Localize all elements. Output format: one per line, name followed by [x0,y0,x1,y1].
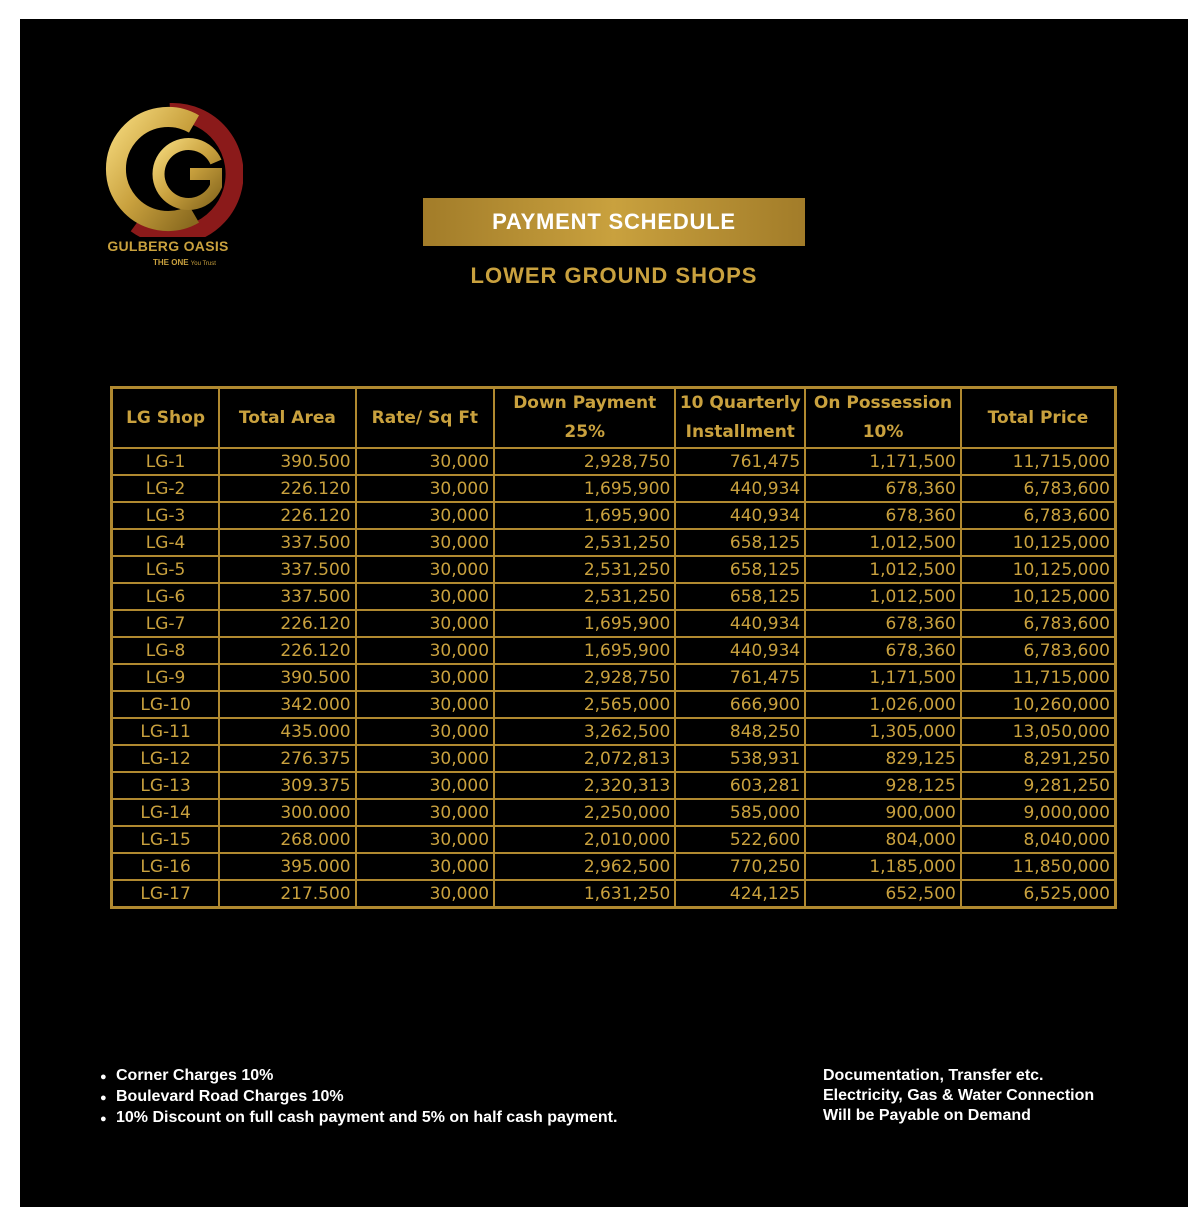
table-cell: 440,934 [675,502,805,529]
header-text: 10 Quarterly [679,393,801,413]
table-cell: 678,360 [805,475,961,502]
table-cell: LG-16 [112,853,220,880]
table-row [112,718,1116,745]
table-row [112,637,1116,664]
header-row [112,388,1116,449]
table-cell: 678,360 [805,610,961,637]
table-cell: 678,360 [805,637,961,664]
header-total-area [219,388,356,449]
table-row [112,826,1116,853]
table-cell: 3,262,500 [494,718,675,745]
table-cell: 1,171,500 [805,448,961,475]
note-line: Electricity, Gas & Water Connection [823,1087,1095,1104]
note-text: Boulevard Road Charges 10% [116,1088,344,1105]
table-cell: LG-10 [112,691,220,718]
table-cell: LG-7 [112,610,220,637]
page-subtitle: LOWER GROUND SHOPS [470,263,758,288]
table-cell: 1,695,900 [494,475,675,502]
payment-schedule-table [110,386,1117,909]
table-cell: 770,250 [675,853,805,880]
table-cell: 6,783,600 [961,475,1116,502]
brand-tagline-main: THE ONE [153,258,189,267]
header-text: 25% [564,422,606,442]
table-cell: 13,050,000 [961,718,1116,745]
table-cell: 1,012,500 [805,583,961,610]
notes-left [100,1066,617,1129]
table-cell: 435.000 [219,718,356,745]
table-cell: 30,000 [356,502,494,529]
table-cell: 8,291,250 [961,745,1116,772]
table-cell: 1,695,900 [494,610,675,637]
note-text: 10% Discount on full cash payment and 5% on half cash payment. [116,1109,618,1126]
table-cell: LG-2 [112,475,220,502]
table-cell: LG-9 [112,664,220,691]
table-row [112,529,1116,556]
table-cell: 11,850,000 [961,853,1116,880]
table-cell: LG-3 [112,502,220,529]
table-row [112,583,1116,610]
table-cell: 10,125,000 [961,529,1116,556]
table-cell: 337.500 [219,583,356,610]
table-cell: 30,000 [356,826,494,853]
table-cell: 30,000 [356,745,494,772]
note-item [100,1087,617,1108]
table-cell: 390.500 [219,448,356,475]
table-cell: 761,475 [675,448,805,475]
table-cell: 1,305,000 [805,718,961,745]
table-cell: 2,962,500 [494,853,675,880]
table-cell: LG-14 [112,799,220,826]
bullet-icon: ● [100,1113,107,1125]
table-cell: 10,125,000 [961,583,1116,610]
table-cell: 678,360 [805,502,961,529]
table-cell: 2,531,250 [494,556,675,583]
table-cell: 1,026,000 [805,691,961,718]
table-cell: 2,320,313 [494,772,675,799]
table-cell: 30,000 [356,799,494,826]
note-item [100,1108,617,1129]
table-row [112,799,1116,826]
table-cell: 30,000 [356,610,494,637]
table-cell: LG-17 [112,880,220,908]
table-cell: 9,281,250 [961,772,1116,799]
table-cell: 1,695,900 [494,502,675,529]
header-lg-shop [112,388,220,449]
bullet-icon: ● [100,1071,107,1083]
table-cell: 652,500 [805,880,961,908]
bullet-icon: ● [100,1092,107,1104]
table-cell: 804,000 [805,826,961,853]
page-title: PAYMENT SCHEDULE [423,198,805,246]
table-cell: 9,000,000 [961,799,1116,826]
table-cell: 11,715,000 [961,664,1116,691]
table-cell: 309.375 [219,772,356,799]
table-cell: 6,525,000 [961,880,1116,908]
table-cell: 226.120 [219,475,356,502]
table-cell: 2,928,750 [494,664,675,691]
table-cell: 217.500 [219,880,356,908]
header-down-payment [494,388,675,449]
table-cell: 2,010,000 [494,826,675,853]
table-cell: 829,125 [805,745,961,772]
table-cell: 390.500 [219,664,356,691]
table-cell: 2,928,750 [494,448,675,475]
table-cell: 761,475 [675,664,805,691]
table-cell: 30,000 [356,664,494,691]
table-cell: 30,000 [356,772,494,799]
table-row [112,556,1116,583]
table-cell: LG-15 [112,826,220,853]
table-cell: 30,000 [356,718,494,745]
table-cell: 30,000 [356,556,494,583]
table-cell: 6,783,600 [961,637,1116,664]
table-cell: 268.000 [219,826,356,853]
table-row [112,475,1116,502]
brand-name: GULBERG OASIS [107,238,229,254]
logo-g-emblem-icon [98,102,243,237]
table-row [112,772,1116,799]
header-text: Total Price [987,407,1089,428]
table-cell: 226.120 [219,637,356,664]
header-on-possession [805,388,961,449]
header-quarterly-installment [675,388,805,449]
table-cell: 30,000 [356,691,494,718]
table-cell: LG-1 [112,448,220,475]
header-text: Total Area [238,407,336,428]
table-cell: 2,565,000 [494,691,675,718]
table-cell: 226.120 [219,610,356,637]
table-cell: 30,000 [356,880,494,908]
table-cell: 6,783,600 [961,502,1116,529]
table-cell: 2,531,250 [494,529,675,556]
table-cell: 1,171,500 [805,664,961,691]
header-text: Installment [685,422,795,442]
note-text: Corner Charges 10% [116,1067,274,1084]
table-cell: 2,531,250 [494,583,675,610]
table-cell: 10,260,000 [961,691,1116,718]
table-cell: 395.000 [219,853,356,880]
table-cell: 30,000 [356,853,494,880]
table-cell: 424,125 [675,880,805,908]
table-cell: 1,695,900 [494,637,675,664]
table-cell: 30,000 [356,448,494,475]
table-cell: LG-13 [112,772,220,799]
table-cell: LG-5 [112,556,220,583]
gulberg-oasis-logo [98,102,243,277]
table-row [112,880,1116,908]
table-row [112,745,1116,772]
table-cell: 900,000 [805,799,961,826]
table-cell: LG-8 [112,637,220,664]
table-row [112,610,1116,637]
table-cell: 522,600 [675,826,805,853]
table-cell: 8,040,000 [961,826,1116,853]
table-cell: 1,012,500 [805,556,961,583]
table-cell: 928,125 [805,772,961,799]
table-cell: 440,934 [675,475,805,502]
note-line: Will be Payable on Demand [823,1107,1031,1124]
table-row [112,448,1116,475]
table-cell: 658,125 [675,556,805,583]
table-cell: 538,931 [675,745,805,772]
header-text: LG Shop [126,407,205,428]
table-cell: 658,125 [675,583,805,610]
header-text: Down Payment [513,393,657,413]
table-cell: 10,125,000 [961,556,1116,583]
table-cell: 666,900 [675,691,805,718]
table-cell: LG-12 [112,745,220,772]
table-cell: 30,000 [356,583,494,610]
table-cell: 440,934 [675,637,805,664]
table-body [112,448,1116,908]
table-cell: 848,250 [675,718,805,745]
table-cell: 30,000 [356,475,494,502]
note-item [100,1066,617,1087]
header-rate [356,388,494,449]
table-cell: LG-11 [112,718,220,745]
table-cell: LG-6 [112,583,220,610]
table-cell: 30,000 [356,637,494,664]
table-header [112,388,1116,449]
table-cell: 1,012,500 [805,529,961,556]
brand-tagline-small: You Trust [190,261,216,267]
table-row [112,502,1116,529]
table-cell: 337.500 [219,556,356,583]
note-line: Documentation, Transfer etc. [823,1067,1044,1084]
table-row [112,691,1116,718]
table-cell: 440,934 [675,610,805,637]
table-row [112,664,1116,691]
table-cell: 1,185,000 [805,853,961,880]
table-cell: 603,281 [675,772,805,799]
table-cell: 342.000 [219,691,356,718]
table-cell: 2,072,813 [494,745,675,772]
table-cell: 30,000 [356,529,494,556]
table-cell: 276.375 [219,745,356,772]
header-total-price [961,388,1116,449]
header-text: Rate/ Sq Ft [371,407,479,428]
table-cell: 2,250,000 [494,799,675,826]
table-cell: 1,631,250 [494,880,675,908]
notes-right [823,1066,1094,1126]
table-cell: 658,125 [675,529,805,556]
table-cell: 6,783,600 [961,610,1116,637]
table-cell: 337.500 [219,529,356,556]
table-cell: 226.120 [219,502,356,529]
table-cell: LG-4 [112,529,220,556]
table-row [112,853,1116,880]
header-text: 10% [862,422,904,442]
table-cell: 585,000 [675,799,805,826]
header-text: On Possession [813,393,953,413]
table-cell: 300.000 [219,799,356,826]
table-cell: 11,715,000 [961,448,1116,475]
